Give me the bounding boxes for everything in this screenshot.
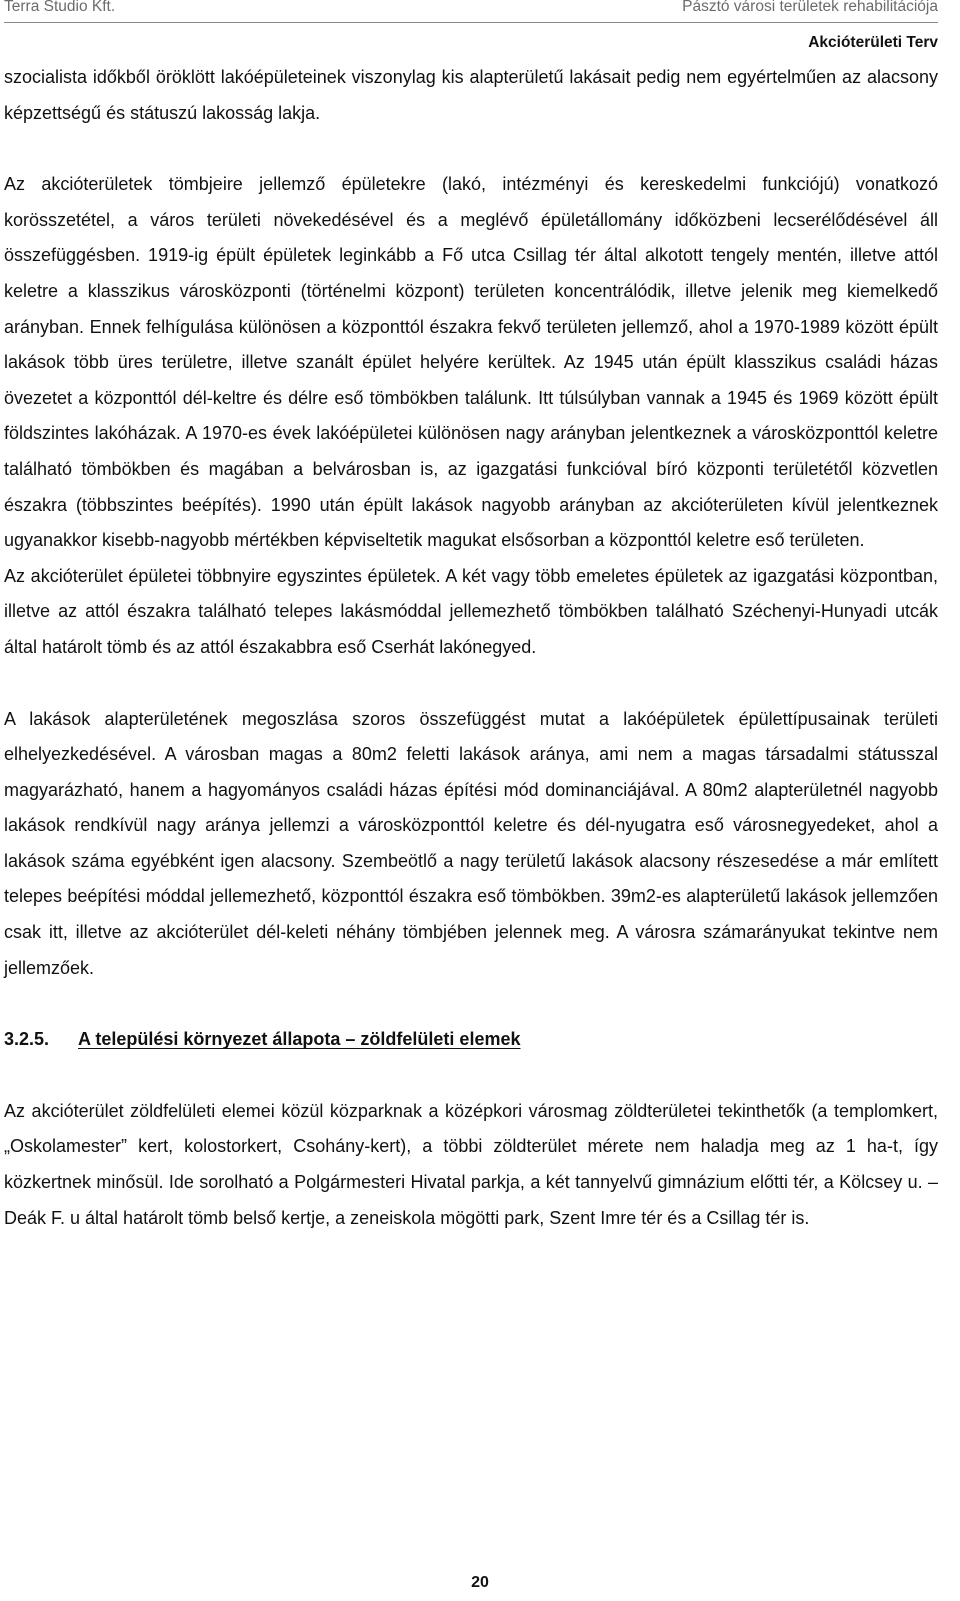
section-heading [4, 1022, 938, 1058]
paragraph-floor-area: A lakások alapterületének megoszlása szoros összefüggést mutat a lakóépületek épülettípusainak területi elhelyezkedésével. A városban magas a 80m2 feletti lakások aránya, ami nem a magas társadalmi státusszal magyarázható, hanem a hagyományos családi házas építési mód dominanciájával. A 80m2 alapterületnél nagyobb lakások rendkívül nagy aránya jellemzi a városközponttól keletre és dél-nyugatra eső városnegyedeket, ahol a lakások száma egyébként igen alacsony. Szembeötlő a nagy területű lakások alacsony részesedése a már említett telepes beépítési móddal jellemezhető, központtól északra eső tömbökben. 39m2-es alapterületű lakások jellemzően csak itt, illetve az akcióterület dél-keleti néhány tömbjében jelennek meg. A városra számarányukat tekintve nem jellemzőek. [4, 708, 938, 978]
paragraph-green-areas: Az akcióterület zöldfelületi elemei közül közparknak a középkori városmag zöldterületei tekinthetők (a templomkert, „Oskolamester” kert, kolostorkert, Csohány-kert), a többi zöldterület mérete nem haladja meg az 1 ha-t, így közkertnek minősül. Ide sorolható a Polgármesteri Hivatal parkja, a két tannyelvű gimnázium előtti tér, a Kölcsey u. – Deák F. u által határolt tömb belső kertje, a zeneiskola mögötti park, Szent Imre tér és a Csillag tér is. [4, 1100, 938, 1228]
paragraph-spacer [4, 986, 938, 1022]
paragraph-building-age: Az akcióterületek tömbjeire jellemző épületekre (lakó, intézményi és kereskedelmi funkciójú) vonatkozó korösszetétel, a város területi növekedésével és a meglévő épületállomány időközbeni lecserélődésével áll összefüggésben. 1919-ig épült épületek leginkább a Fő utca Csillag tér által alkotott tengely mentén, illetve attól keletre a klasszikus városközponti (történelmi központ) területen koncentrálódik, illetve jelenik meg kiemelkedő arányban. Ennek felhígulása különösen a központtól északra fekvő területen jellemző, ahol a 1970-1989 között épült lakások több üres területre, illetve szanált épület helyére kerültek. Az 1945 után épült klasszikus családi házas övezetet a központtól dél-keltre és délre eső tömbökben találunk. Itt túlsúlyban vannak a 1945 és 1969 között épült földszintes lakóházak. A 1970-es évek lakóépületei különösen nagy arányban jelentkeznek a városközponttól keletre található tömbökben és magában a belvárosban is, az igazgatási funkcióval bíró központi területétől közvetlen északra (többszintes beépítés). 1990 után épült lakások nagyobb arányban az akcióterületen kívül jelentkeznek ugyanakkor kisebb-nagyobb mértékben képviseltetik magukat elsősorban a központtól keletre eső területen. [4, 174, 938, 551]
page-number: 20 [471, 1574, 489, 1591]
header-document-type: Akcióterületi Terv [808, 34, 938, 51]
paragraph-spacer [4, 666, 938, 702]
header-divider [4, 22, 938, 23]
document-body [4, 60, 938, 1236]
header-company: Terra Studio Kft. [4, 0, 116, 15]
paragraph-continuation: szocialista időkből öröklött lakóépületeinek viszonylag kis alapterületű lakásait pedig nem egyértelműen az alacsony képzettségű és státuszú lakosság lakja. [4, 67, 938, 123]
paragraph-building-height: Az akcióterület épületei többnyire egyszintes épületek. A két vagy több emeletes épületek az igazgatási központban, illetve az attól északra található telepes lakásmóddal jellemezhető tömbökben található Széchenyi-Hunyadi utcák által határolt tömb és az attól északabbra eső Cserhát lakónegyed. [4, 565, 938, 657]
section-number: 3.2.5. [4, 1029, 50, 1050]
paragraph-spacer [4, 1058, 938, 1094]
header-project-title: Pásztó városi területek rehabilitációja [682, 0, 938, 15]
paragraph-spacer [4, 131, 938, 167]
section-title: A települési környezet állapota – zöldfelületi elemek [78, 1029, 521, 1050]
page-header [0, 0, 960, 58]
